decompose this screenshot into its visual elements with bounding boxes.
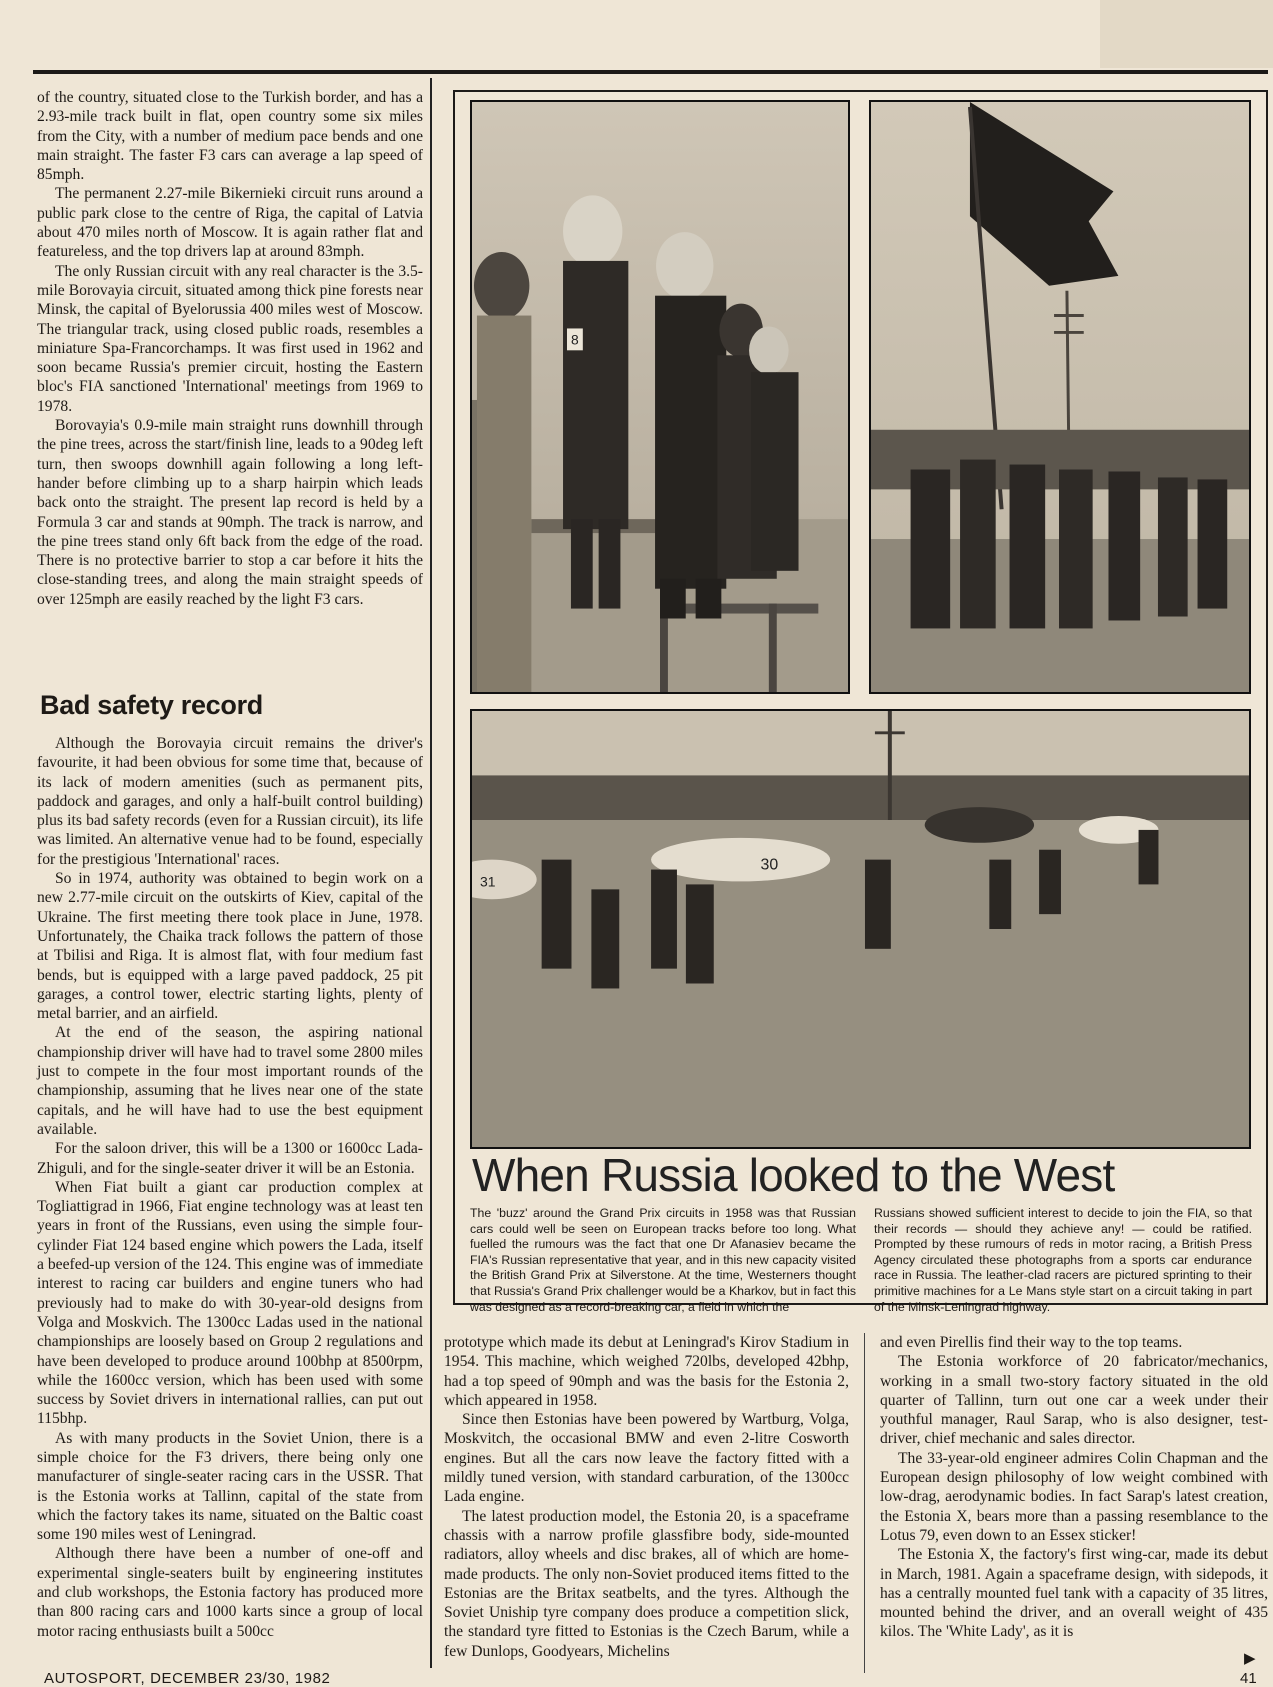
paragraph: The 33-year-old engineer admires Colin Chapman and the European design philosophy of low weight combined with low-drag, aerodynamic bodies. In fact Sarap's latest creation, the Estonia X, bears more than a passing resemblance to the Lotus 79, even down to an Essex sticker! — [880, 1449, 1268, 1544]
paragraph: The Estonia X, the factory's first wing-car, made its debut in March, 1981. Again a spaceframe design, with sidepods, it has a centrally mounted fuel tank with a capacity of 35 litres, mounted behind the driver, and an overall weight of 435 kilos. The 'White Lady', as it is — [880, 1546, 1268, 1641]
paragraph: The permanent 2.27-mile Bikernieki circuit runs around a public park close to the centre of Riga, the capital of Latvia about 470 miles north of Moscow. It is again rather flat and featureless, and the top drivers lap at around 83mph. — [37, 185, 423, 261]
paragraph: For the saloon driver, this will be a 1300 or 1600cc Lada-Zhiguli, and for the single-seater driver it will be an Estonia. — [37, 1140, 423, 1177]
publication-footer: AUTOSPORT, DECEMBER 23/30, 1982 — [44, 1670, 331, 1687]
photo-caption-right: Russians showed sufficient interest to decide to join the FIA, so that their records — should they achieve any! — could be ratified. Prompted by these rumours of reds in motor racing, a British Press Agency circulated these photographs from a sports car endurance race in Russia. The leather-clad racers are pictured sprinting to their primitive machines for a Le Mans style start on a circuit taking in part of the Minsk-Leningrad highway. — [874, 1206, 1252, 1314]
paragraph: prototype which made its debut at Leningrad's Kirov Stadium in 1954. This machine, which weighed 720lbs, developed 42bhp, had a top speed of 90mph and was the basis for the Estonia 2, which appeared in 1958. — [444, 1334, 849, 1409]
paragraph: and even Pirellis find their way to the top teams. — [880, 1334, 1183, 1351]
photo-le-mans-start — [470, 709, 1251, 1149]
page-number: 41 — [1240, 1670, 1257, 1687]
car-number-b: 31 — [479, 873, 496, 890]
column-divider — [430, 78, 432, 1668]
paragraph: Although the Borovayia circuit remains the driver's favourite, it had been obvious for some time that, because of its lack of modern amenities (such as permanent pits, paddock and garages, and only a half-built control building) plus its bad safety records (even for a Russian circuit), its life was limited. An alternative venue had to be found, especially for the prestigious 'International' races. — [37, 735, 423, 868]
continue-arrow-icon: ▶ — [1244, 1649, 1256, 1667]
paragraph: So in 1974, authority was obtained to begin work on a new 2.77-mile circuit on the outskirts of Kiev, capital of the Ukraine. The first meeting there took place in June, 1978. Unfortunately, the Chaika track follows the pattern of those at Tbilisi and Riga. It is almost flat, with four medium fast bends, but is equipped with a large paved paddock, 25 pit garages, a control tower, electric starting lights, plenty of metal barrier, and an airfield. — [37, 870, 423, 1023]
subheading: Bad safety record — [40, 690, 263, 720]
photo-podium-drivers — [470, 100, 850, 694]
masthead-shade — [1100, 0, 1273, 68]
top-rule — [33, 70, 1268, 74]
article-column-left-top — [37, 88, 423, 609]
paragraph: The latest production model, the Estonia 20, is a spaceframe chassis with a narrow profile glassfibre body, side-mounted radiators, alloy wheels and disc brakes, all of which are home-made products. The only non-Soviet produced items fitted to the Estonias are the Britax seatbelts, and the tyres. Although the Soviet Uniship tyre company does produce a competition slick, the standard tyre fitted to Estonias is the Czech Barum, while a few Dunlops, Goodyears, Michelins — [444, 1507, 849, 1660]
paragraph: Borovayia's 0.9-mile main straight runs downhill through the pine trees, across the start/finish line, leads to a 90deg left turn, then swoops downhill again following a long left-hander before climbing up to a sharp hairpin which leads back onto the straight. The present lap record is held by a Formula 3 car and stands at 90mph. The track is narrow, and the pine trees stand only 6ft back from the edge of the road. There is no protective barrier to stop a car before it hits the close-standing trees, and along the main straight speeds of over 125mph are easily reached by the light F3 cars. — [37, 417, 423, 608]
column-divider-lower — [864, 1333, 865, 1673]
photo-parade-with-flag — [869, 100, 1251, 694]
paragraph: At the end of the season, the aspiring national championship driver will have had to travel some 2800 miles just to compete in the four most important rounds of the championship, assuming that he lives near one of the state capitals, and he will have had to use the best equipment available. — [37, 1024, 423, 1138]
race-number-tag: 8 — [571, 331, 579, 348]
photo-caption-left: The 'buzz' around the Grand Prix circuits in 1958 was that Russian cars could well be seen on European tracks before too long. What fuelled the rumours was the fact that one Dr Afanasiev became the FIA's Russian representative that year, and in this new capacity visited the British Grand Prix at Silverstone. At the time, Westerners thought that Russia's Grand Prix challenger would be a Kharkov, but in fact this was designed as a record-breaking car, a field in which the — [470, 1206, 856, 1314]
paragraph: of the country, situated close to the Turkish border, and has a 2.93-mile track built in flat, open country some six miles from the City, with a number of medium pace bends and one main straight. The faster F3 cars can average a lap speed of 85mph. — [37, 89, 423, 184]
paragraph: As with many products in the Soviet Union, there is a simple choice for the F3 drivers, there being only one manufacturer of single-seater racing cars in the USSR. That is the Estonia works at Tallinn, capital of the state from which the factory takes its name, situated on the Baltic coast some 190 miles west of Leningrad. — [37, 1429, 423, 1544]
paragraph: When Fiat built a giant car production complex at Togliattigrad in 1966, Fiat engine technology was at least ten years in front of the Russians, even using the simple four-cylinder Fiat 124 based engine which powers the Lada, itself a beefed-up version of the 124. This engine was of immediate interest to racing car builders and engine tuners who had previously had to make do with 30-year-old designs from Volga and Moskvich. The 1300cc Ladas used in the national championships are loosely based on Group 2 regulations and have been developed to produce around 100bhp at 8500rpm, while the 1600cc version, which has been used with some success by Soviet drivers in international rallies, can put out 115bhp. — [37, 1178, 423, 1428]
article-column-right — [880, 1333, 1268, 1642]
photo-feature-headline: When Russia looked to the West — [472, 1149, 1115, 1201]
paragraph: The only Russian circuit with any real character is the 3.5-mile Borovayia circuit, situated among thick pine forests near Minsk, the capital of Byelorussia 400 miles west of Moscow. The triangular track, using closed public roads, resembles a miniature Spa-Francorchamps. It was first used in 1962 and soon became Russia's premier circuit, hosting the Eastern bloc's FIA sanctioned 'International' meetings from 1969 to 1978. — [37, 262, 423, 415]
article-column-middle — [444, 1333, 849, 1661]
car-number-a: 30 — [760, 856, 779, 874]
paragraph: Since then Estonias have been powered by Wartburg, Volga, Moskvitch, the occasional BMW and even 2-litre Cosworth engines. But all the cars now leave the factory fitted with a mildly tuned version, with standard carburation, of the 1300cc Lada engine. — [444, 1411, 849, 1506]
paragraph: The Estonia workforce of 20 fabricator/mechanics, working in a small two-story factory situated in the old quarter of Tallinn, turn out one car a week under their youthful manager, Raul Sarap, who is also designer, test-driver, chief mechanic and sales director. — [880, 1353, 1268, 1448]
article-column-left-bottom — [37, 734, 423, 1641]
paragraph: Although there have been a number of one-off and experimental single-seaters built by engineering institutes and club workshops, the Estonia factory has produced more than 800 racing cars and 1000 karts since a group of local motor racing enthusiasts built a 500cc — [37, 1545, 423, 1640]
